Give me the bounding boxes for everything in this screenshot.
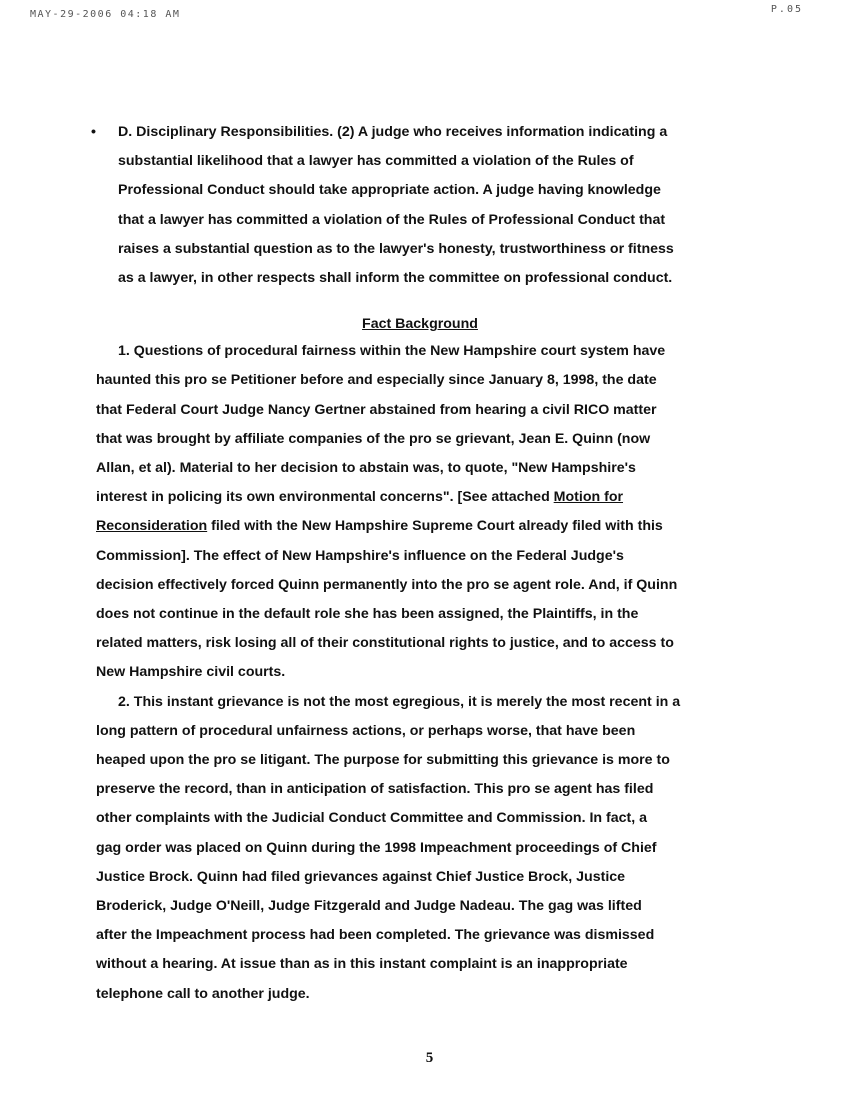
paragraph-line: after the Impeachment process had been completed. The grievance was dismissed <box>96 927 655 944</box>
paragraph-line: that was brought by affiliate companies of the pro se grievant, Jean E. Quinn (now <box>96 430 651 447</box>
paragraph-line: long pattern of procedural unfairness actions, or perhaps worse, that have been <box>96 722 636 739</box>
fax-header-page: P.05 <box>770 4 803 15</box>
paragraph-line: preserve the record, than in anticipation of satisfaction. This pro se agent has filed <box>96 781 654 798</box>
page-number: 5 <box>425 1050 434 1066</box>
paragraph-line: other complaints with the Judicial Conduct Committee and Commission. In fact, a <box>96 810 648 827</box>
paragraph-line: gag order was placed on Quinn during the 1998 Impeachment proceedings of Chief <box>96 839 657 856</box>
motion-reference-link: Reconsideration <box>96 518 208 535</box>
paragraph-2 <box>96 688 744 1009</box>
paragraph-line: Allan, et al). Material to her decision to abstain was, to quote, "New Hampshire's <box>96 460 636 477</box>
paragraph-line: Justice Brock. Quinn had filed grievances against Chief Justice Brock, Justice <box>96 868 626 885</box>
paragraph-line: Broderick, Judge O'Neill, Judge Fitzgerald and Judge Nadeau. The gag was lifted <box>96 898 642 915</box>
motion-reference-link: Motion for <box>553 489 624 506</box>
paragraph-line <box>96 483 744 512</box>
section-heading: Fact Background <box>362 316 478 333</box>
document-body <box>91 118 744 1009</box>
paragraph-line: does not continue in the default role she has been assigned, the Plaintiffs, in the <box>96 606 639 623</box>
fax-header-timestamp: MAY-29-2006 04:18 AM <box>30 9 181 20</box>
paragraph-line: related matters, risk losing all of their constitutional rights to justice, and to access to <box>96 635 674 652</box>
paragraph-line: decision effectively forced Quinn permanently into the pro se agent role. And, if Quinn <box>96 576 678 593</box>
bullet-line: Professional Conduct should take appropriate action. A judge having knowledge <box>118 182 661 199</box>
paragraph-line: 1. Questions of procedural fairness within the New Hampshire court system have <box>118 343 666 360</box>
bullet-line: D. Disciplinary Responsibilities. (2) A judge who receives information indicating a <box>118 124 668 140</box>
bullet-line: as a lawyer, in other respects shall inform the committee on professional conduct. <box>118 270 673 287</box>
paragraph-line: haunted this pro se Petitioner before and especially since January 8, 1998, the date <box>96 372 657 389</box>
paragraph-line <box>96 512 744 541</box>
paragraph-text: interest in policing its own environmental concerns". [See attached <box>96 489 554 506</box>
paragraph-line: New Hampshire civil courts. <box>96 664 286 681</box>
paragraph-line: Commission]. The effect of New Hampshire's influence on the Federal Judge's <box>96 547 624 564</box>
paragraph-1 <box>96 337 744 687</box>
paragraph-line: heaped upon the pro se litigant. The purpose for submitting this grievance is more to <box>96 752 670 769</box>
paragraph-text: filed with the New Hampshire Supreme Court already filed with this <box>207 518 663 535</box>
paragraph-line: that Federal Court Judge Nancy Gertner abstained from hearing a civil RICO matter <box>96 401 657 418</box>
paragraph-line: telephone call to another judge. <box>96 985 310 1002</box>
bullet-line: raises a substantial question as to the lawyer's honesty, trustworthiness or fitness <box>118 240 674 257</box>
bullet-line: substantial likelihood that a lawyer has committed a violation of the Rules of <box>118 153 634 170</box>
bullet-marker: • <box>91 124 96 140</box>
bullet-line: that a lawyer has committed a violation of the Rules of Professional Conduct that <box>118 211 666 228</box>
paragraph-line: without a hearing. At issue than as in this instant complaint is an inappropriate <box>96 956 628 973</box>
paragraph-line: 2. This instant grievance is not the most egregious, it is merely the most recent in a <box>118 693 681 710</box>
bullet-item-disciplinary <box>91 118 744 293</box>
